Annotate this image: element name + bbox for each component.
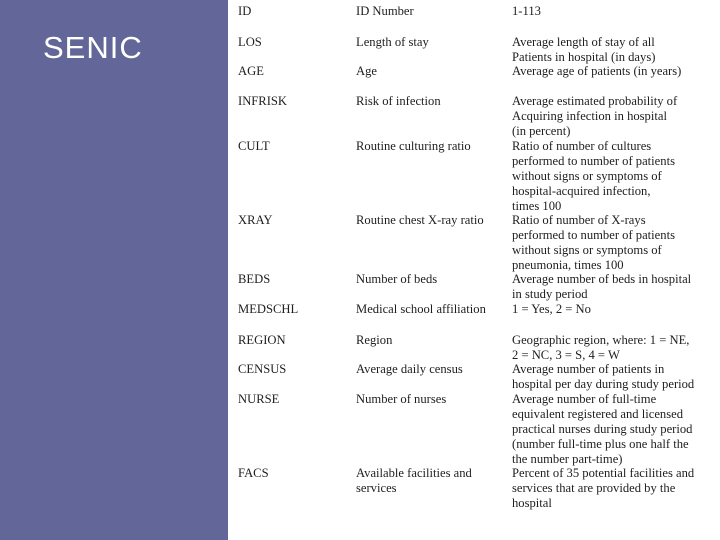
variable-name: Age: [356, 64, 377, 78]
variable-name: Number of beds: [356, 272, 438, 286]
variable-code: MEDSCHL: [238, 302, 299, 316]
variable-description: Average number of beds in hospital in study period: [512, 272, 692, 301]
variable-name: Available facilities and services: [356, 466, 472, 495]
variable-description: Average age of patients (in years): [512, 64, 682, 78]
variable-code: ID: [238, 4, 252, 18]
variable-code: AGE: [238, 64, 264, 78]
variable-code: CENSUS: [238, 362, 287, 376]
variable-code: NURSE: [238, 392, 280, 406]
variable-description: Average number of full-time equivalent registered and licensed practical nurses during study period (number full-time plus one half the the number part-time): [512, 392, 693, 466]
variable-description: Average estimated probability of Acquiring infection in hospital (in percent): [512, 94, 678, 138]
variable-description: Ratio of number of cultures performed to number of patients without signs or symptoms of hospital-acquired infection, times 100: [512, 139, 675, 213]
variable-code: LOS: [238, 35, 262, 49]
variable-description: Average number of patients in hospital per day during study period: [512, 362, 695, 391]
variable-table: [228, 0, 720, 540]
variable-name: Average daily census: [356, 362, 463, 376]
variable-code: FACS: [238, 466, 269, 480]
variable-name: Number of nurses: [356, 392, 447, 406]
variable-description: Ratio of number of X-rays performed to number of patients without signs or symptoms of pneumonia, times 100: [512, 213, 675, 272]
variable-description: Geographic region, where: 1 = NE, 2 = NC, 3 = S, 4 = W: [512, 333, 690, 362]
variable-code: XRAY: [238, 213, 273, 227]
variable-name: Medical school affiliation: [356, 302, 486, 316]
variable-name: Routine culturing ratio: [356, 139, 471, 153]
variable-name: Routine chest X-ray ratio: [356, 213, 484, 227]
slide-title: SENIC: [43, 30, 143, 65]
variable-code: INFRISK: [238, 94, 287, 108]
variable-description: 1 = Yes, 2 = No: [512, 302, 591, 316]
variable-name: Region: [356, 333, 393, 347]
variable-description: Percent of 35 potential facilities and services that are provided by the hospital: [512, 466, 695, 510]
variable-description: Average length of stay of all Patients in hospital (in days): [512, 35, 656, 64]
variable-name: ID Number: [356, 4, 414, 18]
variable-name: Length of stay: [356, 35, 429, 49]
variable-description: 1-113: [512, 4, 541, 18]
sidebar-panel: [0, 0, 228, 540]
variable-code: BEDS: [238, 272, 271, 286]
variable-code: REGION: [238, 333, 286, 347]
variable-name: Risk of infection: [356, 94, 441, 108]
variable-code: CULT: [238, 139, 270, 153]
